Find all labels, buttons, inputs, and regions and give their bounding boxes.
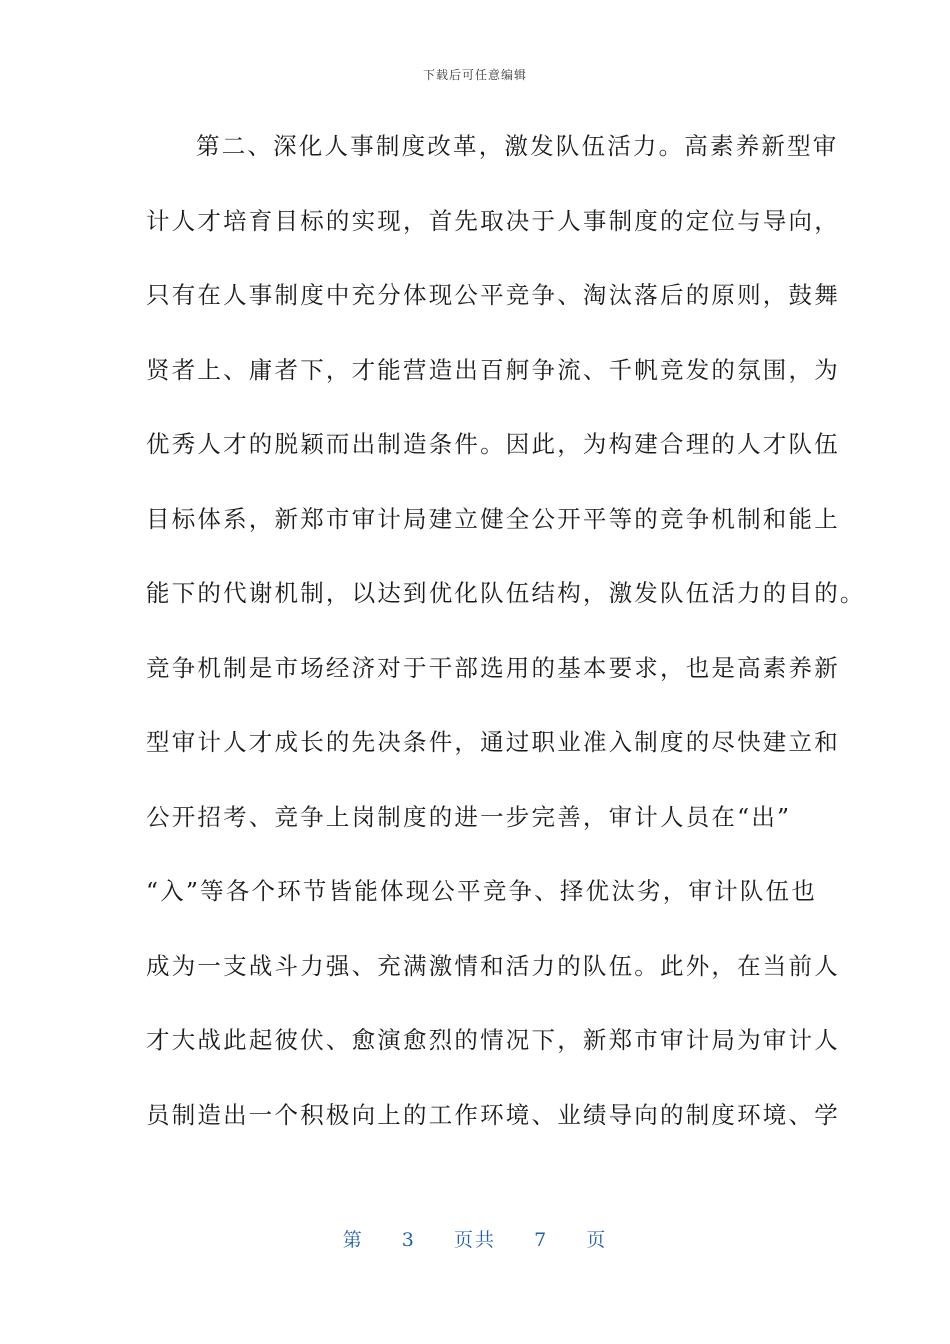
paragraph-line: 第二、深化人事制度改革，激发队伍活力。高素养新型审 [196,132,839,160]
paragraph-line: 贤者上、庸者下，才能营造出百舸争流、千帆竞发的氛围，为 [146,355,840,384]
paragraph-line: 员制造出一个积极向上的工作环境、业绩导向的制度环境、学 [146,1100,840,1129]
paragraph-line: 能下的代谢机制，以达到优化队伍结构，激发队伍活力的目的。 [146,579,866,607]
paragraph-line: “入”等各个环节皆能体现公平竞争、择优汰劣，审计队伍也 [146,877,817,905]
total-pages-number: 7 [534,1229,549,1251]
paragraph-line: 只有在人事制度中充分体现公平竞争、淘汰落后的原则，鼓舞 [146,281,840,309]
paragraph-line: 才大战此起彼伏、愈演愈烈的情况下，新郑市审计局为审计人 [146,1026,840,1054]
page-label-prefix: 第 [342,1229,364,1251]
paragraph-line: 优秀人才的脱颖而出制造条件。因此，为构建合理的人才队伍 [146,430,840,458]
current-page-number: 3 [401,1229,416,1251]
paragraph-line: 竞争机制是市场经济对于干部选用的基本要求，也是高素养新 [146,653,840,682]
paragraph-line: 目标体系，新郑市审计局建立健全公开平等的竞争机制和能上 [146,504,840,533]
paragraph-line: 计人才培育目标的实现，首先取决于人事制度的定位与导向， [146,206,840,235]
page-label-suffix: 页 [586,1229,608,1251]
paragraph-line: 型审计人才成长的先决条件，通过职业准入制度的尽快建立和 [146,728,840,756]
page-footer [0,1225,950,1252]
header-note: 下载后可任意编辑 [422,68,527,82]
page-label-mid: 页共 [453,1229,496,1251]
paragraph-line: 公开招考、竞争上岗制度的进一步完善，审计人员在“出” [146,802,792,831]
document-body [146,120,866,1163]
paragraph-line: 成为一支战斗力强、充满激情和活力的队伍。此外，在当前人 [146,951,840,980]
